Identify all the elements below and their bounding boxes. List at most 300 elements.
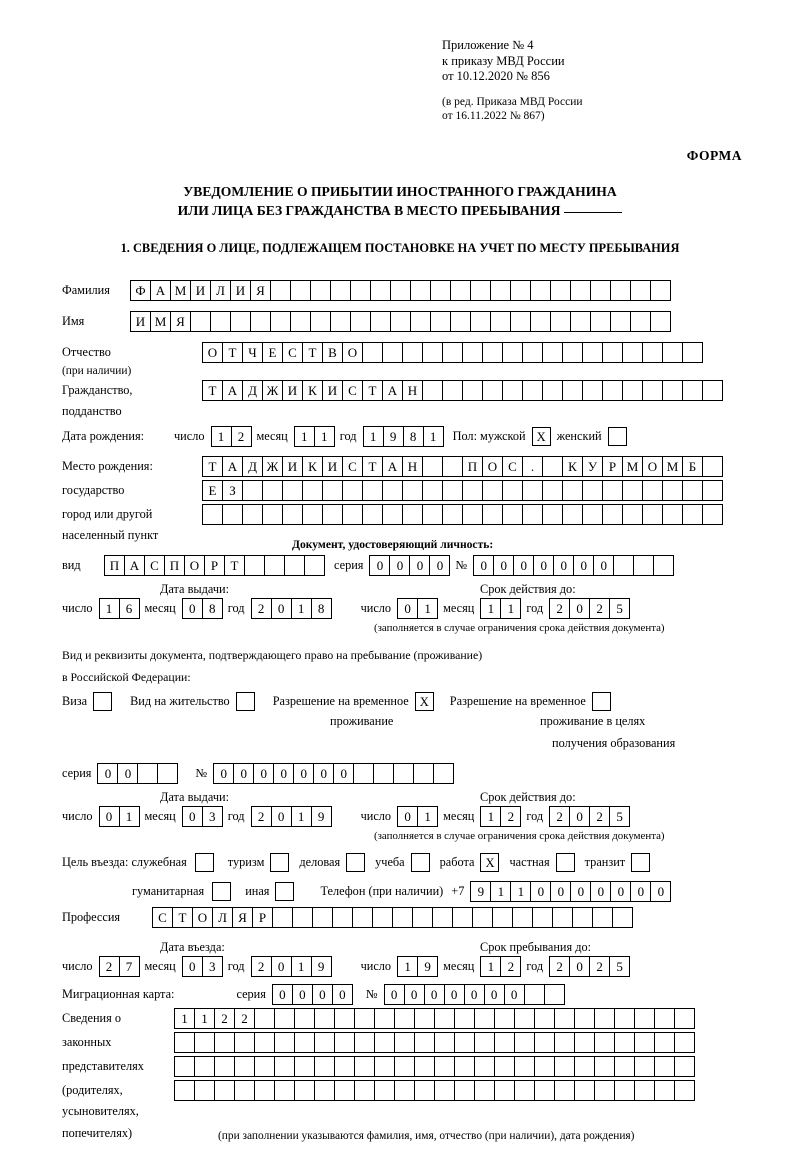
form-cell[interactable] [474,1032,495,1053]
legal-reps-row-1-boxes[interactable] [174,1008,694,1029]
form-cell[interactable]: 9 [417,956,438,977]
form-cell[interactable] [544,984,565,1005]
form-cell[interactable] [530,311,551,332]
form-cell[interactable] [654,1080,675,1101]
form-cell[interactable] [314,1080,335,1101]
form-cell[interactable] [442,480,463,501]
form-cell[interactable]: 1 [119,806,140,827]
form-cell[interactable] [374,1056,395,1077]
form-cell[interactable] [482,342,503,363]
form-cell[interactable]: М [170,280,191,301]
form-cell[interactable] [282,480,303,501]
form-cell[interactable]: С [502,456,523,477]
form-cell[interactable]: 0 [333,763,354,784]
form-cell[interactable] [634,1056,655,1077]
form-cell[interactable] [390,311,411,332]
form-cell[interactable] [682,480,703,501]
form-cell[interactable]: 9 [311,806,332,827]
form-cell[interactable] [650,280,671,301]
form-cell[interactable] [542,504,563,525]
form-cell[interactable]: 0 [293,763,314,784]
form-cell[interactable] [272,907,293,928]
form-cell[interactable]: 5 [609,956,630,977]
form-cell[interactable] [494,1056,515,1077]
form-cell[interactable]: Ж [262,380,283,401]
form-cell[interactable] [434,1032,455,1053]
form-cell[interactable] [490,280,511,301]
form-cell[interactable]: П [462,456,483,477]
form-cell[interactable] [222,504,243,525]
form-cell[interactable]: Т [224,555,245,576]
form-cell[interactable] [382,480,403,501]
form-cell[interactable]: 2 [549,806,570,827]
form-cell[interactable] [522,480,543,501]
form-cell[interactable] [454,1080,475,1101]
form-cell[interactable] [472,907,493,928]
form-cell[interactable]: 0 [550,881,571,902]
identity-issue-day-boxes[interactable] [99,598,139,619]
form-cell[interactable] [502,380,523,401]
form-cell[interactable]: 0 [117,763,138,784]
form-cell[interactable] [454,1032,475,1053]
form-cell[interactable]: 2 [549,598,570,619]
form-cell[interactable] [534,1056,555,1077]
form-cell[interactable] [442,456,463,477]
form-cell[interactable]: 1 [510,881,531,902]
form-cell[interactable]: А [382,380,403,401]
form-cell[interactable] [332,907,353,928]
form-cell[interactable] [314,1008,335,1029]
form-cell[interactable]: 0 [233,763,254,784]
form-cell[interactable]: 1 [423,426,444,447]
form-cell[interactable]: 1 [417,806,438,827]
form-cell[interactable]: 0 [182,956,203,977]
form-cell[interactable]: 2 [589,806,610,827]
form-cell[interactable] [642,504,663,525]
form-cell[interactable]: Я [250,280,271,301]
form-cell[interactable] [574,1056,595,1077]
form-cell[interactable] [613,555,634,576]
form-cell[interactable] [174,1080,195,1101]
purpose-service-checkbox[interactable] [195,853,214,872]
form-cell[interactable] [534,1080,555,1101]
form-cell[interactable]: И [322,456,343,477]
form-cell[interactable] [334,1080,355,1101]
form-cell[interactable] [274,1080,295,1101]
stay-valid-month-boxes[interactable] [480,806,520,827]
form-cell[interactable] [574,1080,595,1101]
form-cell[interactable] [610,311,631,332]
form-cell[interactable] [702,380,723,401]
purpose-study-checkbox[interactable] [411,853,430,872]
form-cell[interactable] [542,342,563,363]
form-cell[interactable]: Д [242,380,263,401]
form-cell[interactable] [570,280,591,301]
form-cell[interactable]: Т [362,380,383,401]
form-cell[interactable] [630,280,651,301]
form-cell[interactable]: 2 [234,1008,255,1029]
form-cell[interactable]: Е [262,342,283,363]
form-cell[interactable] [594,1008,615,1029]
form-cell[interactable] [382,504,403,525]
stay-valid-year-boxes[interactable] [549,806,629,827]
form-cell[interactable] [393,763,414,784]
form-cell[interactable] [330,280,351,301]
form-cell[interactable] [552,907,573,928]
form-cell[interactable] [494,1032,515,1053]
form-cell[interactable] [562,342,583,363]
form-cell[interactable] [634,1032,655,1053]
form-cell[interactable]: Е [202,480,223,501]
form-cell[interactable] [510,311,531,332]
form-cell[interactable]: 0 [404,984,425,1005]
form-cell[interactable]: О [184,555,205,576]
form-cell[interactable] [234,1080,255,1101]
form-cell[interactable] [590,311,611,332]
form-cell[interactable] [350,311,371,332]
form-cell[interactable] [230,311,251,332]
form-cell[interactable]: 0 [513,555,534,576]
form-cell[interactable] [310,280,331,301]
form-cell[interactable] [482,504,503,525]
form-cell[interactable] [702,456,723,477]
form-cell[interactable] [433,763,454,784]
form-cell[interactable]: 2 [214,1008,235,1029]
form-cell[interactable] [582,480,603,501]
legal-reps-row-3-boxes[interactable] [174,1056,694,1077]
form-cell[interactable] [502,342,523,363]
birthdate-year-boxes[interactable] [363,426,443,447]
form-cell[interactable] [614,1056,635,1077]
form-cell[interactable]: И [282,380,303,401]
form-cell[interactable] [534,1008,555,1029]
form-cell[interactable]: 1 [397,956,418,977]
form-cell[interactable] [362,480,383,501]
form-cell[interactable] [382,342,403,363]
form-cell[interactable] [274,1008,295,1029]
form-cell[interactable]: 0 [610,881,631,902]
form-cell[interactable] [410,280,431,301]
phone-boxes[interactable] [470,881,670,902]
form-cell[interactable]: 2 [251,956,272,977]
entry-day-boxes[interactable] [99,956,139,977]
form-cell[interactable]: 2 [500,806,521,827]
form-cell[interactable]: 0 [444,984,465,1005]
identity-doc-number-boxes[interactable] [473,555,673,576]
stay-valid-day-boxes[interactable] [397,806,437,827]
form-cell[interactable] [312,907,333,928]
form-cell[interactable] [194,1056,215,1077]
form-cell[interactable]: А [222,456,243,477]
form-cell[interactable]: А [124,555,145,576]
form-cell[interactable] [254,1032,275,1053]
visa-checkbox[interactable] [93,692,112,711]
form-cell[interactable] [274,1056,295,1077]
form-cell[interactable]: 0 [473,555,494,576]
form-cell[interactable] [512,907,533,928]
form-cell[interactable]: 0 [630,881,651,902]
form-cell[interactable] [470,280,491,301]
form-cell[interactable]: 0 [369,555,390,576]
form-cell[interactable] [354,1008,375,1029]
form-cell[interactable] [554,1056,575,1077]
purpose-tourism-checkbox[interactable] [270,853,289,872]
form-cell[interactable] [210,311,231,332]
form-cell[interactable]: 2 [251,598,272,619]
form-cell[interactable] [662,504,683,525]
form-cell[interactable]: 1 [417,598,438,619]
form-cell[interactable] [432,907,453,928]
form-cell[interactable]: О [202,342,223,363]
form-cell[interactable] [254,1080,275,1101]
form-cell[interactable] [554,1032,575,1053]
form-cell[interactable] [474,1056,495,1077]
form-cell[interactable] [190,311,211,332]
purpose-private-checkbox[interactable] [556,853,575,872]
form-cell[interactable] [522,380,543,401]
form-cell[interactable]: С [152,907,173,928]
form-cell[interactable]: С [342,456,363,477]
form-cell[interactable] [702,480,723,501]
form-cell[interactable] [674,1080,695,1101]
form-cell[interactable]: 0 [530,881,551,902]
form-cell[interactable]: Л [210,280,231,301]
form-cell[interactable]: О [482,456,503,477]
form-cell[interactable]: 0 [573,555,594,576]
form-cell[interactable]: 1 [490,881,511,902]
name-boxes[interactable] [130,311,670,332]
form-cell[interactable]: Т [362,456,383,477]
form-cell[interactable] [582,342,603,363]
form-cell[interactable] [582,380,603,401]
form-cell[interactable] [422,456,443,477]
identity-valid-year-boxes[interactable] [549,598,629,619]
form-cell[interactable]: М [150,311,171,332]
form-cell[interactable]: Т [302,342,323,363]
form-cell[interactable]: 0 [253,763,274,784]
form-cell[interactable] [322,504,343,525]
form-cell[interactable] [350,280,371,301]
form-cell[interactable]: М [662,456,683,477]
form-cell[interactable]: . [522,456,543,477]
form-cell[interactable] [373,763,394,784]
form-cell[interactable] [622,380,643,401]
form-cell[interactable]: 0 [553,555,574,576]
form-cell[interactable] [562,480,583,501]
form-cell[interactable] [592,907,613,928]
form-cell[interactable] [522,342,543,363]
form-cell[interactable] [262,480,283,501]
form-cell[interactable] [242,504,263,525]
form-cell[interactable]: 0 [569,598,590,619]
form-cell[interactable] [602,380,623,401]
form-cell[interactable]: 1 [480,598,501,619]
form-cell[interactable] [254,1008,275,1029]
form-cell[interactable] [284,555,305,576]
form-cell[interactable] [322,480,343,501]
form-cell[interactable] [174,1056,195,1077]
birthplace-row2-boxes[interactable] [202,480,722,501]
form-cell[interactable] [654,1008,675,1029]
form-cell[interactable]: И [130,311,151,332]
form-cell[interactable]: Я [170,311,191,332]
form-cell[interactable] [294,1056,315,1077]
form-cell[interactable] [514,1032,535,1053]
form-cell[interactable]: 2 [99,956,120,977]
form-cell[interactable] [572,907,593,928]
form-cell[interactable]: К [302,456,323,477]
form-cell[interactable] [482,380,503,401]
form-cell[interactable] [610,280,631,301]
form-cell[interactable]: 2 [589,598,610,619]
form-cell[interactable] [602,504,623,525]
form-cell[interactable] [570,311,591,332]
form-cell[interactable] [662,342,683,363]
form-cell[interactable] [682,380,703,401]
form-cell[interactable] [304,555,325,576]
form-cell[interactable] [422,380,443,401]
form-cell[interactable] [582,504,603,525]
form-cell[interactable]: Т [222,342,243,363]
form-cell[interactable] [462,504,483,525]
form-cell[interactable] [494,1008,515,1029]
form-cell[interactable] [530,280,551,301]
stay-doc-series-boxes[interactable] [97,763,177,784]
form-cell[interactable] [402,504,423,525]
form-cell[interactable] [482,480,503,501]
form-cell[interactable]: Н [402,380,423,401]
form-cell[interactable] [452,907,473,928]
form-cell[interactable] [302,504,323,525]
form-cell[interactable]: 0 [504,984,525,1005]
form-cell[interactable] [413,763,434,784]
form-cell[interactable]: 5 [609,598,630,619]
form-cell[interactable]: Д [242,456,263,477]
form-cell[interactable] [524,984,545,1005]
form-cell[interactable] [462,342,483,363]
form-cell[interactable]: П [164,555,185,576]
form-cell[interactable] [474,1008,495,1029]
form-cell[interactable] [654,1056,675,1077]
form-cell[interactable] [462,480,483,501]
form-cell[interactable]: А [222,380,243,401]
form-cell[interactable] [157,763,178,784]
form-cell[interactable]: С [342,380,363,401]
form-cell[interactable]: 0 [464,984,485,1005]
form-cell[interactable]: С [144,555,165,576]
form-cell[interactable]: Т [202,456,223,477]
stay-month-boxes[interactable] [480,956,520,977]
form-cell[interactable] [442,342,463,363]
form-cell[interactable] [137,763,158,784]
birthplace-row3-boxes[interactable] [202,504,722,525]
form-cell[interactable]: 1 [500,598,521,619]
form-cell[interactable]: Ч [242,342,263,363]
form-cell[interactable] [434,1008,455,1029]
form-cell[interactable] [334,1056,355,1077]
form-cell[interactable] [282,504,303,525]
form-cell[interactable] [454,1008,475,1029]
identity-valid-month-boxes[interactable] [480,598,520,619]
form-cell[interactable]: И [230,280,251,301]
form-cell[interactable] [522,504,543,525]
form-cell[interactable] [442,504,463,525]
form-cell[interactable] [394,1032,415,1053]
form-cell[interactable]: 0 [397,806,418,827]
form-cell[interactable] [214,1080,235,1101]
form-cell[interactable] [234,1056,255,1077]
form-cell[interactable]: У [582,456,603,477]
form-cell[interactable]: 0 [409,555,430,576]
form-cell[interactable]: 2 [231,426,252,447]
form-cell[interactable] [290,280,311,301]
surname-boxes[interactable] [130,280,670,301]
form-cell[interactable]: 0 [590,881,611,902]
form-cell[interactable] [594,1080,615,1101]
identity-issue-year-boxes[interactable] [251,598,331,619]
profession-boxes[interactable] [152,907,632,928]
form-cell[interactable] [622,504,643,525]
migration-card-number-boxes[interactable] [384,984,564,1005]
form-cell[interactable] [642,380,663,401]
form-cell[interactable] [642,342,663,363]
form-cell[interactable] [492,907,513,928]
form-cell[interactable] [294,1008,315,1029]
form-cell[interactable] [434,1080,455,1101]
birthdate-day-boxes[interactable] [211,426,251,447]
birthplace-row1-boxes[interactable] [202,456,722,477]
form-cell[interactable] [662,380,683,401]
form-cell[interactable]: 5 [609,806,630,827]
form-cell[interactable] [622,480,643,501]
form-cell[interactable] [574,1032,595,1053]
purpose-business-checkbox[interactable] [346,853,365,872]
form-cell[interactable]: 1 [174,1008,195,1029]
form-cell[interactable]: Н [402,456,423,477]
form-cell[interactable] [394,1008,415,1029]
form-cell[interactable] [494,1080,515,1101]
form-cell[interactable] [702,504,723,525]
form-cell[interactable]: 0 [99,806,120,827]
form-cell[interactable]: 0 [429,555,450,576]
form-cell[interactable]: 1 [314,426,335,447]
form-cell[interactable] [622,342,643,363]
form-cell[interactable]: В [322,342,343,363]
form-cell[interactable]: Я [232,907,253,928]
form-cell[interactable]: 1 [99,598,120,619]
form-cell[interactable] [674,1008,695,1029]
form-cell[interactable] [470,311,491,332]
form-cell[interactable] [412,907,433,928]
form-cell[interactable] [562,504,583,525]
citizenship-boxes[interactable] [202,380,722,401]
form-cell[interactable] [590,280,611,301]
form-cell[interactable] [290,311,311,332]
form-cell[interactable]: Б [682,456,703,477]
form-cell[interactable]: 6 [119,598,140,619]
form-cell[interactable] [334,1008,355,1029]
form-cell[interactable]: 0 [271,806,292,827]
form-cell[interactable] [602,480,623,501]
form-cell[interactable] [532,907,553,928]
stay-issue-year-boxes[interactable] [251,806,331,827]
form-cell[interactable] [434,1056,455,1077]
edu-residence-checkbox[interactable] [592,692,611,711]
form-cell[interactable]: 0 [484,984,505,1005]
stay-year-boxes[interactable] [549,956,629,977]
form-cell[interactable]: А [382,456,403,477]
form-cell[interactable] [262,504,283,525]
